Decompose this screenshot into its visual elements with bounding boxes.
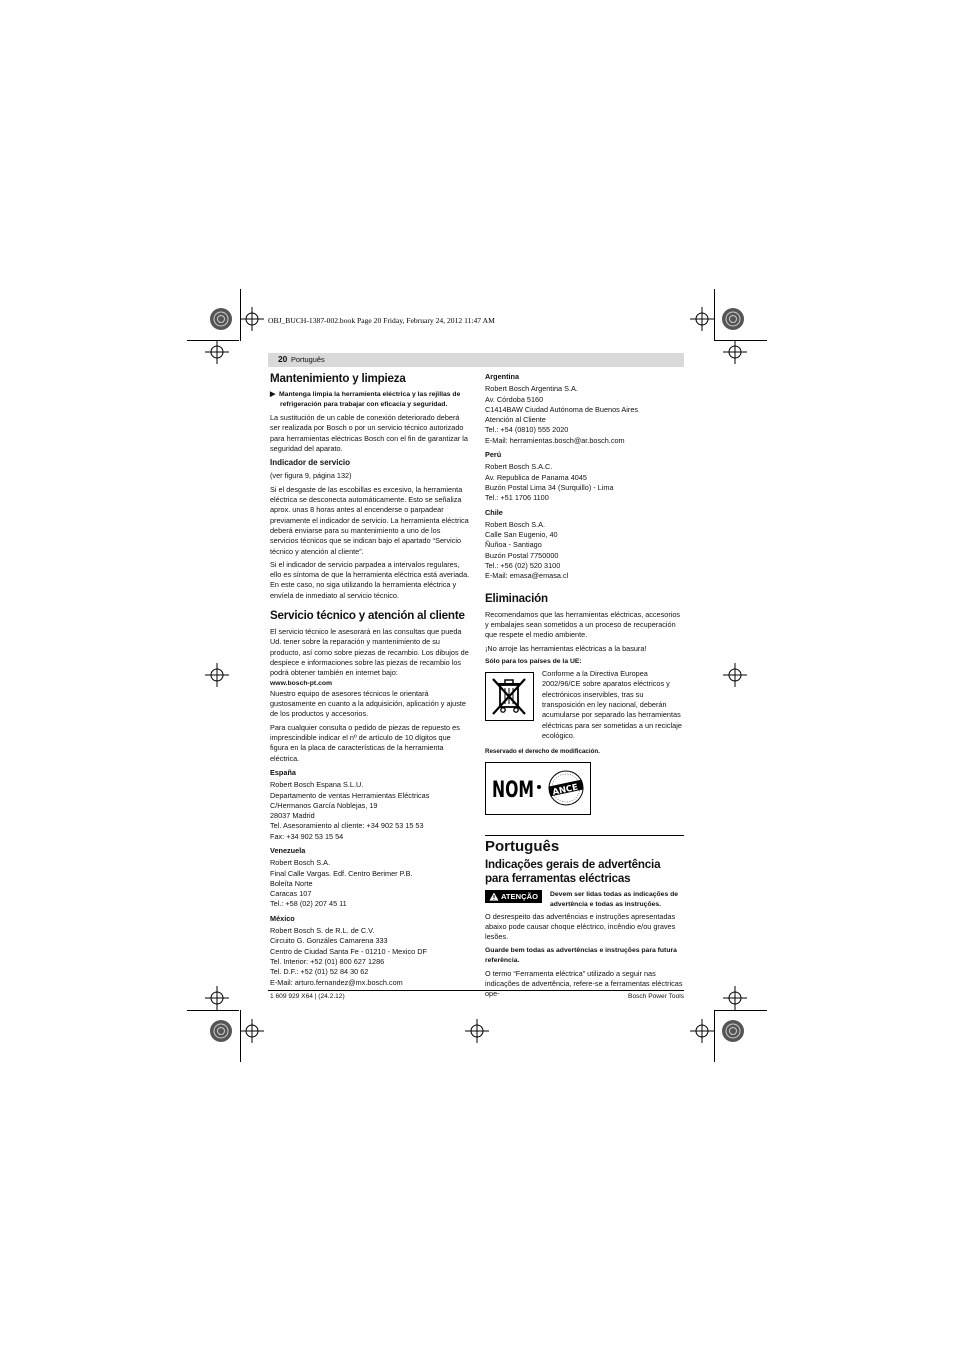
address-line: Tel.: +51 1706 1100 [485, 493, 549, 503]
maintenance-text: La sustitución de un cable de conexión deteriorado deberá ser realizada por Bosch o por un servicio técnico autorizado para herramientas eléctricas Bosch con el fin de garantizar la seguridad del aparato. [270, 413, 468, 453]
service-heading: Servicio técnico y atención al cliente [270, 609, 465, 623]
maintenance-bullet: ▶ Mantenga limpia la herramienta eléctrica y las rejillas de refrigeración para trabajar con eficacia y seguridad. [270, 391, 461, 408]
crosshair-icon [690, 1019, 714, 1043]
address-line: Robert Bosch S.A.C. [485, 462, 553, 472]
warning-paragraph: O desrespeito das advertências e instruções apresentadas abaixo pode causar choque eléctrico, incêndio e/ou graves lesões. [485, 911, 676, 942]
ance-logo-text: ANCE [551, 782, 579, 798]
maintenance-heading: Mantenimiento y limpieza [270, 372, 406, 385]
term-paragraph: O termo “Ferramenta eléctrica” utilizado a seguir nas indicações de advertência, refere-se a ferramentas eléctricas ope- [485, 968, 683, 999]
crop-mark [714, 289, 715, 341]
crosshair-icon [723, 663, 747, 687]
right-column [485, 372, 684, 1003]
address-line: Robert Bosch S.A. [485, 519, 546, 529]
indicator-heading: Indicador de servicio [270, 458, 351, 468]
crosshair-icon [240, 307, 264, 331]
address-block-venezuela [270, 846, 470, 910]
header-section: Português [291, 355, 325, 364]
nom-logo-text: NOM [492, 777, 534, 803]
footer-doc-number: 1 609 929 X64 | (24.2.12) [270, 993, 345, 1000]
crosshair-icon [205, 986, 229, 1010]
address-line: Ñuñoa - Santiago [485, 540, 542, 550]
crop-mark [715, 1010, 767, 1011]
indicator-paragraph: Si el indicador de servicio parpadea a intervalos regulares, ello es síntoma de que la herramienta eléctrica está averiada. En este caso, no siga utilizando la herramienta eléctrica y envíela de inmediato al servicio técnico. [270, 559, 470, 600]
address-line: Caracas 107 [270, 889, 312, 899]
crosshair-icon [465, 1019, 489, 1043]
address-line: Tel.: +56 (02) 520 3100 [485, 561, 561, 571]
warning-triangle-icon [489, 892, 499, 901]
country-name: España [270, 767, 296, 777]
address-line: E-Mail: emasa@emasa.cl [485, 571, 569, 581]
address-line: Robert Bosch S.A. [270, 858, 331, 868]
country-name: Venezuela [270, 845, 306, 855]
address-line: Departamento de ventas Herramientas Eléctricas [270, 790, 430, 800]
warning-block [485, 890, 684, 910]
weee-bin-icon [485, 672, 534, 721]
address-line: Av. Córdoba 5160 [485, 394, 544, 404]
address-line: Centro de Ciudad Santa Fe - 01210 - Mexico DF [270, 946, 427, 956]
registration-target-icon [209, 1019, 233, 1043]
crosshair-icon [205, 663, 229, 687]
disposal-heading: Eliminación [485, 591, 548, 605]
indicator-reference: (ver figura 9, página 132) [270, 471, 352, 481]
address-line: Robert Bosch Argentina S.A. [485, 384, 578, 394]
crosshair-icon [723, 986, 747, 1010]
address-line: Tel. Asesoramiento al cliente: +34 902 53 15 53 [270, 821, 424, 831]
section-divider [485, 835, 684, 836]
address-line: Tel. D.F.: +52 (01) 52 84 30 62 [270, 967, 369, 977]
crosshair-icon [205, 340, 229, 364]
address-block-peru [485, 450, 684, 503]
crosshair-icon [723, 340, 747, 364]
service-paragraph: Para cualquier consulta o pedido de piezas de repuesto es imprescindible indicar el nº de artículo de 10 dígitos que figura en la placa de características de la herramienta eléctrica. [270, 722, 460, 763]
general-warnings-heading: Indicações gerais de advertência para ferramentas eléctricas [485, 857, 661, 885]
address-line: Robert Bosch Espana S.L.U. [270, 780, 364, 790]
weee-notice [485, 669, 684, 741]
crosshair-icon [690, 307, 714, 331]
footer-brand: Bosch Power Tools [628, 993, 684, 1000]
footer-rule [268, 990, 684, 991]
disposal-eu-label: Sólo para los países de la UE: [485, 657, 582, 665]
registration-target-icon [721, 307, 745, 331]
indicator-paragraph: Si el desgaste de las escobillas es excesivo, la herramienta eléctrica se desconecta automáticamente. Esto se señaliza aprox. unas 8 horas antes al encenderse o parpadear previamente el indicador de servicio. La herramienta eléctrica deberá enviarse para su mantenimiento a uno de los servicios técnicos que se indican bajo el apartado “Servicio técnico y atención al cliente”. [270, 484, 469, 556]
address-block-chile [485, 508, 684, 582]
service-paragraph: El servicio técnico le asesorará en las consultas que pueda Ud. tener sobre la reparación y mantenimiento de su producto, así como sobre piezas de recambio. Los dibujos de despiece e informaciones sobre las piezas de recambio los podrá obtener también en internet bajo: [270, 627, 469, 678]
registration-target-icon [721, 1019, 745, 1043]
address-line: Calle San Eugenio, 40 [485, 530, 558, 540]
address-line: Buzón Postal Lima 34 (Surquillo) - Lima [485, 482, 614, 492]
service-paragraph: Nuestro equipo de asesores técnicos le orientará gustosamente en cuanto a la adquisición, aplicación y ajuste de los productos y accesorios. [270, 688, 466, 719]
address-line: 28037 Madrid [270, 811, 315, 821]
service-url-link[interactable]: www.bosch-pt.com [270, 679, 333, 687]
page-header-bar [268, 353, 684, 367]
nom-ance-certification-logo [485, 762, 591, 815]
crop-mark [187, 1010, 239, 1011]
address-line: Tel. Interior: +52 (01) 800 627 1286 [270, 956, 385, 966]
country-name: Argentina [485, 372, 520, 381]
address-line: E-Mail: arturo.fernandez@mx.bosch.com [270, 977, 403, 987]
print-slug-line: OBJ_BUCH-1387-002.book Page 20 Friday, February 24, 2012 11:47 AM [268, 316, 495, 325]
address-line: Av. Republica de Panama 4045 [485, 472, 587, 482]
reserved-notice: Reservado el derecho de modificación. [485, 748, 600, 756]
address-line: Atención al Cliente [485, 415, 546, 425]
registration-target-icon [209, 307, 233, 331]
warning-badge [485, 890, 542, 903]
address-line: Buzón Postal 7750000 [485, 550, 559, 560]
country-name: Perú [485, 450, 502, 460]
crosshair-icon [240, 1019, 264, 1043]
country-name: México [270, 913, 295, 923]
address-line: Final Calle Vargas. Edf. Centro Berimer P.B. [270, 868, 413, 878]
address-block-spain [270, 768, 470, 842]
left-column [270, 372, 470, 988]
address-line: Tel.: +58 (02) 207 45 11 [270, 899, 347, 909]
address-line: Fax: +34 902 53 15 54 [270, 831, 344, 841]
warning-bold-text: Devem ser lidas todas as indicações de advertência e todas as instruções. [549, 890, 679, 908]
keep-instructions-text: Guarde bem todas as advertências e instruções para futura referência. [485, 946, 677, 964]
disposal-paragraph: Recomendamos que las herramientas eléctricas, accesorios y embalajes sean sometidos a un proceso de recuperación que respete el medio ambiente. [485, 609, 681, 640]
warning-badge-label: ATENÇÃO [501, 891, 538, 901]
address-line: C/Hermanos García Noblejas, 19 [270, 800, 378, 810]
address-block-mexico [270, 914, 470, 988]
page-number: 20 [278, 354, 288, 364]
weee-text: Conforme a la Directiva Europea 2002/96/CE sobre aparatos eléctricos y electrónicos inservibles, tras su transposición en ley nacional, deberán acumularse por separado las herramientas eléctricas para ser sometidas a un reciclaje ecológico. [542, 669, 682, 740]
address-line: Circuito G. Gonzáles Camarena 333 [270, 936, 388, 946]
address-line: Tel.: +54 (0810) 555 2020 [485, 425, 569, 435]
address-block-argentina [485, 372, 684, 446]
address-line: C1414BAW Ciudad Autónoma de Buenos Aires [485, 404, 639, 414]
disposal-paragraph: ¡No arroje las herramientas eléctricas a la basura! [485, 643, 647, 653]
crop-mark [714, 1010, 715, 1062]
country-name: Chile [485, 507, 503, 517]
address-line: Boleíta Norte [270, 878, 313, 888]
address-line: E-Mail: herramientas.bosch@ar.bosch.com [485, 435, 625, 445]
portuguese-heading: Português [485, 837, 560, 855]
address-line: Robert Bosch S. de R.L. de C.V. [270, 926, 375, 936]
